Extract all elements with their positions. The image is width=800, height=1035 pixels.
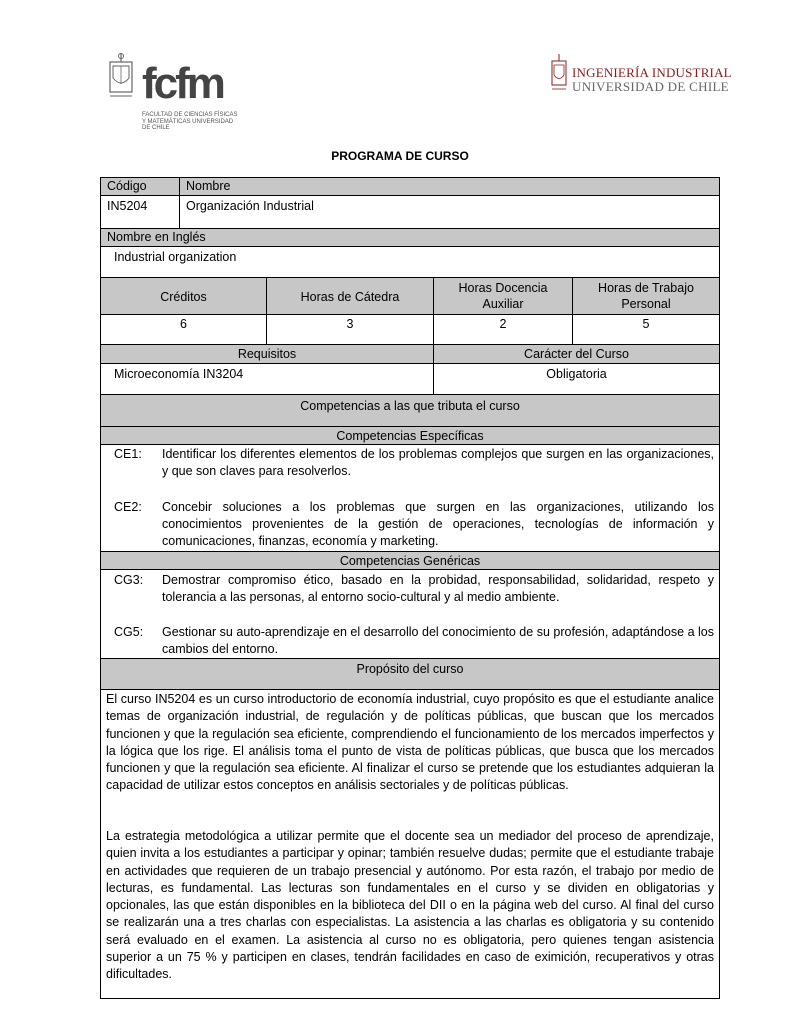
character-label-cell xyxy=(433,344,720,364)
competency-text: Identificar los diferentes elementos de los problemas complejos que surgen en las organizaciones, y que son claves para resolverlos. xyxy=(162,447,714,478)
character-value-cell xyxy=(433,363,720,395)
competency-text: Concebir soluciones a los problemas que surgen en las organizaciones, utilizando los conocimientos provenientes de la gestión de operaciones, tecnologías de información y comunicaciones, finanzas, economía y marketing. xyxy=(162,500,714,548)
lecture-hours-value: 3 xyxy=(346,317,354,331)
english-label: Nombre en Inglés xyxy=(107,230,206,244)
lecture-hours-label-cell xyxy=(266,277,434,315)
purpose-paragraph-1: El curso IN5204 es un curso introductorio de economía industrial, cuyo propósito es que el estudiante analice temas de organización industrial, de regulación y de políticas públicas, que buscan que los mercados funcionen y que la regulación sea eficiente, comprendiendo el funcionamiento de los mercados imperfectos y la lógica que los rige. El análisis toma el punto de vista de políticas públicas, que busca que los mercados funcionen y que la regulación sea eficiente. Al finalizar el curso se pretende que los estudiantes adquieran la capacidad de utilizar estos conceptos en análisis sectoriales y de políticas públicas. xyxy=(106,692,714,793)
competency-text: Gestionar su auto-aprendizaje en el desarrollo del conocimiento de su profesión, adaptándose a los cambios del entorno. xyxy=(162,625,714,656)
name-value-cell xyxy=(179,195,720,229)
code-value-cell xyxy=(100,195,180,229)
fcfm-subtitle: FACULTAD DE CIENCIAS FÍSICAS Y MATEMÁTICAS UNIVERSIDAD DE CHILE xyxy=(142,112,238,131)
competencies-section-cell xyxy=(100,394,720,427)
personal-hours-value-cell xyxy=(572,314,720,345)
course-name: Organización Industrial xyxy=(186,199,314,213)
specific-competencies-header xyxy=(100,426,720,445)
character-value: Obligatoria xyxy=(546,367,607,381)
generic-competencies-label: Competencias Genéricas xyxy=(339,554,481,568)
english-name: Industrial organization xyxy=(114,250,237,264)
competency-code: CG3: xyxy=(114,573,144,587)
character-label: Carácter del Curso xyxy=(524,347,629,361)
competency-code: CE1: xyxy=(114,447,142,461)
credits-label: Créditos xyxy=(160,290,207,304)
name-label: Nombre xyxy=(186,179,231,193)
purpose-label: Propósito del curso xyxy=(356,662,464,676)
fcfm-wordmark: fcfm xyxy=(142,59,223,108)
requirements-label: Requisitos xyxy=(237,347,297,361)
competency-cg3 xyxy=(100,572,720,606)
purpose-header xyxy=(100,658,720,690)
industrial-engineering-logo xyxy=(550,53,732,95)
code-label-cell xyxy=(100,177,180,196)
fcfm-logo xyxy=(106,52,236,132)
generic-competencies-header xyxy=(100,551,720,570)
competencies-section-label: Competencias a las que tributa el curso xyxy=(300,399,520,413)
credits-value-cell xyxy=(100,314,267,345)
requirements-label-cell xyxy=(100,344,434,364)
competency-ce2 xyxy=(100,499,720,550)
requirements-value: Microeconomía IN3204 xyxy=(114,367,244,381)
aux-hours-value: 2 xyxy=(499,317,507,331)
lecture-hours-label: Horas de Cátedra xyxy=(300,290,400,304)
aux-hours-label: Horas Docencia Auxiliar xyxy=(458,281,548,311)
competency-code: CG5: xyxy=(114,625,144,639)
requirements-value-cell xyxy=(100,363,434,395)
purpose-paragraph-2: La estrategia metodológica a utilizar permite que el docente sea un mediador del proceso de aprendizaje, quien invita a los estudiantes a participar y opinar; también resuelve dudas; permite que el estudiante trabaje en actividades que requieren de un trabajo presencial y autónomo. Por esta razón, el trabajo por medio de lecturas, es fundamental. Las lecturas son fundamentales en el curso y se dividen en obligatorias y opcionales, las que están disponibles en la biblioteca del DII o en la página web del curso. Al final del curso se realizarán una a tres charlas con especialistas. La asistencia a las charlas es obligatoria y su contenido será evaluado en el examen. La asistencia al curso no es obligatoria, pero quienes tengan asistencia superior a un 75 % y participen en clases, tendrán facilidades en caso de eximición, recuperativos y otras dificultades. xyxy=(106,829,714,982)
university-crest-icon xyxy=(550,53,568,93)
course-code: IN5204 xyxy=(107,199,148,213)
aux-hours-label-cell xyxy=(433,277,573,315)
name-label-cell xyxy=(179,177,720,196)
personal-hours-label-cell xyxy=(572,277,720,315)
competency-code: CE2: xyxy=(114,500,142,514)
logo-line-universidad: UNIVERSIDAD DE CHILE xyxy=(572,79,729,94)
university-seal-icon xyxy=(106,52,136,100)
credits-value: 6 xyxy=(180,317,187,331)
competency-ce1 xyxy=(100,446,720,480)
credits-label-cell xyxy=(100,277,267,315)
competency-cg5 xyxy=(100,624,720,658)
english-label-cell xyxy=(100,228,720,247)
logo-line-ingenieria: INGENIERÍA INDUSTRIAL xyxy=(572,65,732,80)
personal-hours-label: Horas de Trabajo Personal xyxy=(598,281,694,311)
lecture-hours-value-cell xyxy=(266,314,434,345)
specific-competencies-label: Competencias Específicas xyxy=(336,429,484,443)
aux-hours-value-cell xyxy=(433,314,573,345)
code-label: Código xyxy=(107,179,147,193)
competency-text: Demostrar compromiso ético, basado en la probidad, responsabilidad, solidaridad, respeto y tolerancia a las personas, al entorno socio-cultural y al medio ambiente. xyxy=(162,573,714,604)
personal-hours-value: 5 xyxy=(642,317,650,331)
english-value-cell xyxy=(100,246,720,278)
document-title: PROGRAMA DE CURSO xyxy=(331,149,469,163)
